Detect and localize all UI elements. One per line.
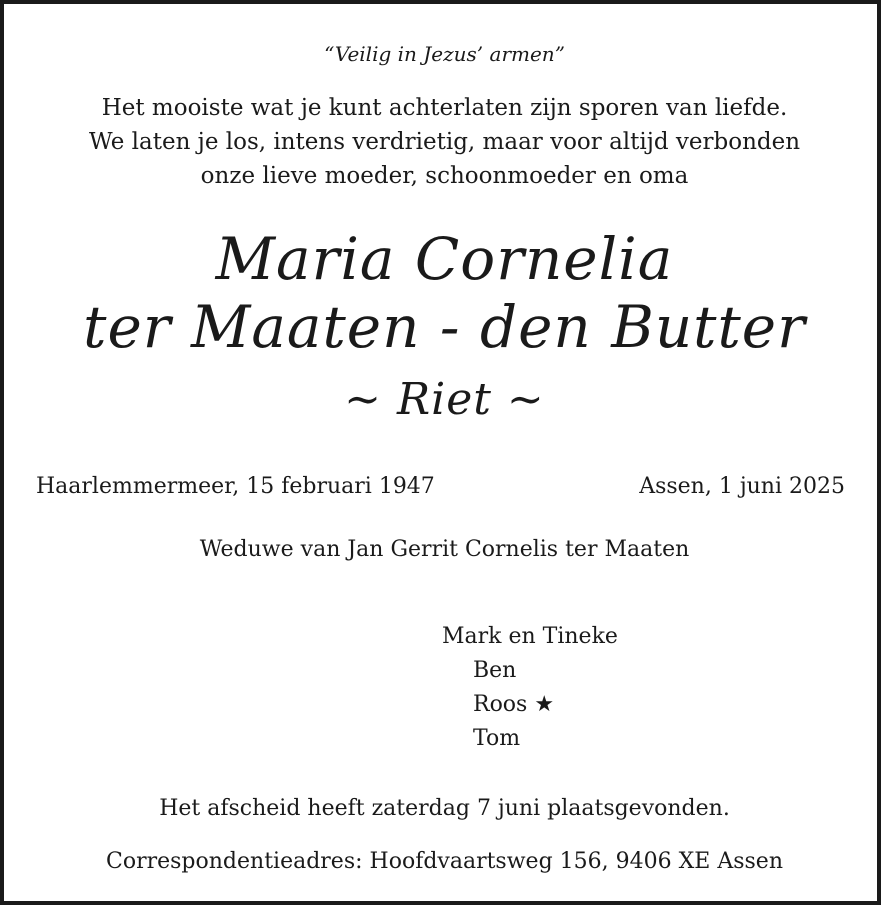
motto: “Veilig in Jezus’ armen” xyxy=(324,42,565,66)
widow-line: Weduwe van Jan Gerrit Cornelis ter Maaten xyxy=(199,537,690,562)
intro-line: onze lieve moeder, schoonmoeder en oma xyxy=(200,163,689,189)
family-list xyxy=(442,620,618,756)
deceased-nickname: ~ Riet ~ xyxy=(344,374,545,425)
intro-text xyxy=(4,91,881,193)
birth-place-date: Haarlemmermeer, 15 februari 1947 xyxy=(36,474,435,499)
family-child: Tom xyxy=(473,726,521,751)
family-child: Ben xyxy=(473,658,517,683)
correspondence-address: Correspondentieadres: Hoofdvaartsweg 156, 9406 XE Assen xyxy=(106,849,783,874)
deceased-name-first: Maria Cornelia xyxy=(215,225,674,293)
death-place-date: Assen, 1 juni 2025 xyxy=(639,474,845,499)
family-child: Roos ★ xyxy=(473,692,555,717)
intro-line: Het mooiste wat je kunt achterlaten zijn sporen van liefde. xyxy=(101,95,788,121)
family-parents: Mark en Tineke xyxy=(442,624,618,649)
farewell-line: Het afscheid heeft zaterdag 7 juni plaatsgevonden. xyxy=(159,796,730,821)
deceased-name-last: ter Maaten - den Butter xyxy=(83,293,806,361)
intro-line: We laten je los, intens verdrietig, maar voor altijd verbonden xyxy=(88,129,801,155)
